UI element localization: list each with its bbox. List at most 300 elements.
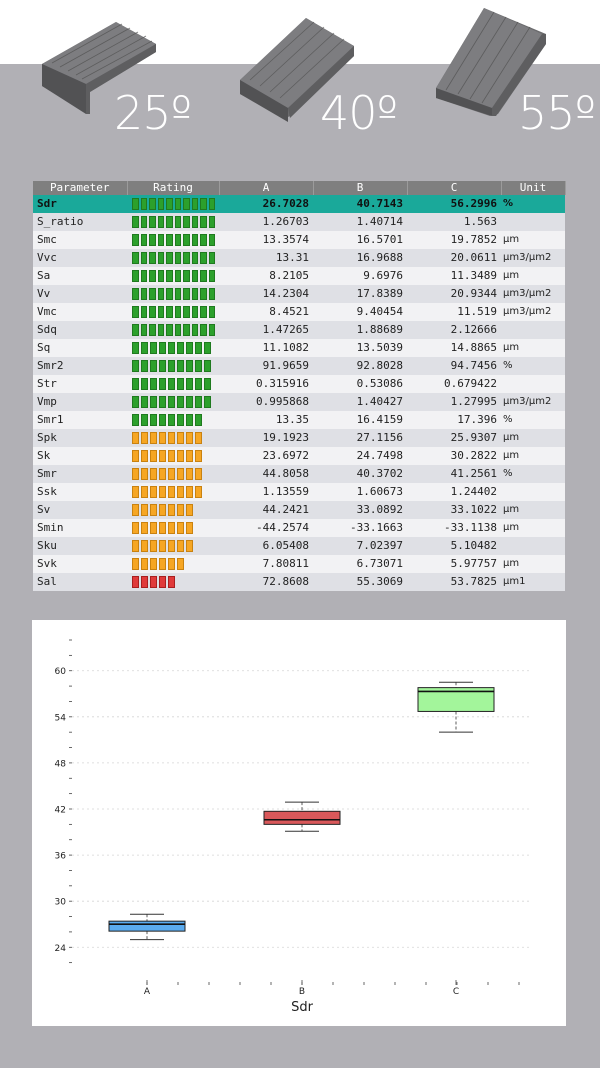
rating-cell [127,195,219,213]
angle-label-25: 25º [114,86,192,140]
table-row[interactable] [33,375,565,393]
angle-label-40: 40º [320,86,398,140]
rating-segment [132,324,139,336]
value-c-cell: 33.1022 [407,501,501,519]
table-row[interactable] [33,501,565,519]
rating-bar [131,396,215,408]
value-b-cell: 17.8389 [313,285,407,303]
rating-segment [186,432,193,444]
value-a-cell: 6.05408 [219,537,313,555]
value-b-cell: 40.3702 [313,465,407,483]
rating-segment [186,378,193,390]
rating-cell [127,537,219,555]
rating-segment [175,216,182,228]
rating-segment [200,234,207,246]
rating-segment [132,234,139,246]
table-row[interactable] [33,321,565,339]
value-b-cell: 1.88689 [313,321,407,339]
rating-segment [132,252,139,264]
rating-segment [132,378,139,390]
rating-bar [131,288,215,300]
rating-segment [159,396,166,408]
rating-segment [141,198,148,210]
rating-segment [166,234,173,246]
table-row[interactable] [33,339,565,357]
header-rating[interactable]: Rating [127,181,219,195]
rating-segment [158,216,165,228]
rating-cell [127,285,219,303]
value-a-cell: 1.26703 [219,213,313,231]
rating-cell [127,573,219,591]
box-b [264,811,340,824]
rating-segment [132,198,139,210]
rating-bar [131,270,215,282]
value-c-cell: 20.0611 [407,249,501,267]
rating-segment [209,234,216,246]
rating-segment [132,270,139,282]
value-b-cell: 24.7498 [313,447,407,465]
rating-segment [166,270,173,282]
rating-segment [149,216,156,228]
header-b[interactable]: B [313,181,407,195]
parameter-table [33,181,565,589]
rating-segment [186,342,193,354]
y-tick-label: 36 [54,851,66,862]
rating-segment [132,558,139,570]
rating-segment [150,396,157,408]
unit-cell: % [501,465,565,483]
parameter-cell: Smr2 [33,357,127,375]
rating-segment [132,468,139,480]
rating-segment [141,522,148,534]
rating-segment [192,252,199,264]
table-header-row [33,181,565,195]
rating-segment [177,360,184,372]
rating-segment [141,360,148,372]
unit-cell: µm [501,555,565,573]
rating-segment [158,198,165,210]
rating-segment [141,504,148,516]
table-row[interactable] [33,411,565,429]
value-c-cell: 1.24402 [407,483,501,501]
rating-segment [209,216,216,228]
unit-cell [501,321,565,339]
value-b-cell: 33.0892 [313,501,407,519]
rating-segment [177,432,184,444]
rating-cell [127,249,219,267]
rating-segment [141,558,148,570]
rating-segment [168,486,175,498]
rating-segment [209,306,216,318]
rating-cell [127,231,219,249]
unit-cell: % [501,195,565,213]
rating-segment [149,198,156,210]
rating-segment [149,288,156,300]
unit-cell: µm [501,519,565,537]
rating-segment [168,378,175,390]
rating-segment [192,270,199,282]
rating-segment [150,450,157,462]
value-c-cell: 30.2822 [407,447,501,465]
rating-segment [158,324,165,336]
rating-segment [149,234,156,246]
table-row[interactable] [33,285,565,303]
rating-segment [141,378,148,390]
value-a-cell: 13.35 [219,411,313,429]
table-row[interactable] [33,249,565,267]
y-tick-label: 24 [54,943,66,954]
rating-segment [159,468,166,480]
value-a-cell: 1.13559 [219,483,313,501]
table-row[interactable] [33,303,565,321]
unit-cell [501,213,565,231]
value-c-cell: 20.9344 [407,285,501,303]
rating-segment [168,450,175,462]
header-unit[interactable]: Unit [501,181,565,195]
y-tick-label: 60 [54,667,66,678]
value-a-cell: 13.31 [219,249,313,267]
rating-segment [141,576,148,588]
rating-segment [186,504,193,516]
rating-cell [127,411,219,429]
rating-segment [141,270,148,282]
rating-segment [158,252,165,264]
rating-segment [192,288,199,300]
value-c-cell: 1.563 [407,213,501,231]
rating-segment [200,270,207,282]
rating-segment [132,216,139,228]
value-a-cell: 91.9659 [219,357,313,375]
rating-segment [158,288,165,300]
rating-segment [132,450,139,462]
rating-segment [192,306,199,318]
rating-segment [166,288,173,300]
rating-segment [168,576,175,588]
rating-segment [186,360,193,372]
rating-bar [131,198,215,210]
header-c[interactable]: C [407,181,501,195]
rating-segment [183,288,190,300]
table-row[interactable] [33,483,565,501]
rating-segment [200,288,207,300]
rating-segment [150,360,157,372]
rating-cell [127,303,219,321]
rating-segment [195,468,202,480]
rating-segment [209,324,216,336]
value-c-cell: 25.9307 [407,429,501,447]
value-a-cell: 8.4521 [219,303,313,321]
rating-bar [131,234,215,246]
value-a-cell: 0.995868 [219,393,313,411]
value-b-cell: 6.73071 [313,555,407,573]
boxplot-panel [32,620,566,1026]
value-b-cell: 9.6976 [313,267,407,285]
parameter-cell: Vvc [33,249,127,267]
value-c-cell: 19.7852 [407,231,501,249]
value-a-cell: 8.2105 [219,267,313,285]
rating-segment [159,378,166,390]
table-body [33,195,565,591]
rating-segment [200,216,207,228]
rating-segment [195,360,202,372]
rating-segment [132,414,139,426]
rating-cell [127,339,219,357]
rating-segment [168,396,175,408]
rating-segment [186,522,193,534]
value-b-cell: 40.7143 [313,195,407,213]
table-row[interactable] [33,537,565,555]
rating-bar [131,378,215,390]
parameter-cell: Sq [33,339,127,357]
rating-segment [159,558,166,570]
rating-segment [183,198,190,210]
parameter-cell: Sv [33,501,127,519]
value-a-cell: 26.7028 [219,195,313,213]
unit-cell: µm3/µm2 [501,249,565,267]
rating-segment [159,576,166,588]
rating-segment [209,270,216,282]
rating-cell [127,501,219,519]
unit-cell [501,375,565,393]
value-b-cell: 1.40714 [313,213,407,231]
table-row[interactable] [33,465,565,483]
parameter-cell: Smr1 [33,411,127,429]
rating-segment [132,576,139,588]
table-row[interactable] [33,231,565,249]
rating-segment [150,342,157,354]
unit-cell: µm3/µm2 [501,285,565,303]
table-row[interactable] [33,393,565,411]
rating-segment [175,306,182,318]
rating-segment [195,486,202,498]
value-c-cell: 11.519 [407,303,501,321]
rating-bar [131,432,215,444]
header-parameter[interactable]: Parameter [33,181,127,195]
rating-segment [183,216,190,228]
rating-segment [159,360,166,372]
table-row[interactable] [33,195,565,213]
y-tick-label: 30 [54,897,66,908]
parameter-cell: Vmc [33,303,127,321]
rating-bar [131,522,215,534]
rating-segment [168,432,175,444]
rating-segment [177,522,184,534]
rating-segment [183,234,190,246]
rating-segment [192,198,199,210]
rating-bar [131,540,215,552]
rating-segment [183,270,190,282]
value-b-cell: 27.1156 [313,429,407,447]
rating-segment [168,342,175,354]
value-c-cell: 94.7456 [407,357,501,375]
rating-segment [159,540,166,552]
rating-segment [132,522,139,534]
rating-segment [149,270,156,282]
rating-bar [131,342,215,354]
rating-cell [127,267,219,285]
rating-segment [132,360,139,372]
rating-segment [195,378,202,390]
table-row[interactable] [33,573,565,591]
rating-segment [159,414,166,426]
unit-cell: µm3/µm2 [501,303,565,321]
rating-segment [150,432,157,444]
rating-bar [131,558,215,570]
rating-segment [183,306,190,318]
rating-segment [141,540,148,552]
rating-segment [141,414,148,426]
table-row[interactable] [33,267,565,285]
rating-bar [131,576,215,588]
x-tick-label: C [452,987,460,997]
value-b-cell: 7.02397 [313,537,407,555]
rating-segment [141,234,148,246]
rating-bar [131,414,215,426]
rating-segment [158,270,165,282]
value-c-cell: 41.2561 [407,465,501,483]
table-row[interactable] [33,519,565,537]
rating-segment [204,396,211,408]
value-b-cell: 1.40427 [313,393,407,411]
rating-segment [132,504,139,516]
unit-cell: % [501,411,565,429]
rating-bar [131,306,215,318]
rating-segment [132,486,139,498]
rating-segment [149,324,156,336]
table-row[interactable] [33,429,565,447]
rating-segment [183,324,190,336]
rating-cell [127,447,219,465]
rating-segment [177,414,184,426]
value-a-cell: 44.8058 [219,465,313,483]
rating-bar [131,252,215,264]
parameter-cell: Sal [33,573,127,591]
value-b-cell: 55.3069 [313,573,407,591]
rating-cell [127,429,219,447]
rating-bar [131,504,215,516]
table-row[interactable] [33,357,565,375]
value-c-cell: 56.2996 [407,195,501,213]
rating-segment [177,504,184,516]
rating-segment [159,522,166,534]
parameter-cell: Str [33,375,127,393]
value-b-cell: 16.9688 [313,249,407,267]
rating-cell [127,213,219,231]
rating-segment [175,270,182,282]
rating-segment [150,522,157,534]
unit-cell: µm [501,339,565,357]
parameter-cell: Sa [33,267,127,285]
rating-segment [150,540,157,552]
rating-segment [177,486,184,498]
rating-cell [127,393,219,411]
rating-cell [127,519,219,537]
rating-segment [177,450,184,462]
header-a[interactable]: A [219,181,313,195]
rating-cell [127,375,219,393]
rating-segment [209,198,216,210]
rating-segment [175,198,182,210]
rating-segment [166,252,173,264]
rating-segment [200,252,207,264]
parameter-cell: Sdq [33,321,127,339]
rating-segment [141,216,148,228]
rating-segment [168,504,175,516]
rating-segment [168,414,175,426]
rating-segment [192,216,199,228]
rating-segment [141,288,148,300]
rating-segment [132,540,139,552]
rating-segment [141,468,148,480]
rating-segment [159,432,166,444]
parameter-cell: Smin [33,519,127,537]
rating-segment [159,486,166,498]
rating-segment [186,486,193,498]
parameter-cell: Vv [33,285,127,303]
rating-segment [186,396,193,408]
rating-segment [175,252,182,264]
x-axis-label: Sdr [291,1000,313,1015]
rating-segment [168,558,175,570]
rating-segment [149,306,156,318]
angle-label-55: 55º [518,86,596,140]
rating-segment [150,576,157,588]
rating-segment [141,306,148,318]
rating-segment [141,252,148,264]
parameter-cell: Smc [33,231,127,249]
rating-segment [149,252,156,264]
rating-segment [158,234,165,246]
rating-bar [131,450,215,462]
rating-segment [186,450,193,462]
rating-segment [132,306,139,318]
rating-segment [159,504,166,516]
value-a-cell: 0.315916 [219,375,313,393]
table-row[interactable] [33,213,565,231]
rating-segment [186,414,193,426]
value-a-cell: 44.2421 [219,501,313,519]
rating-segment [177,540,184,552]
parameter-cell: Vmp [33,393,127,411]
rating-segment [150,468,157,480]
value-b-cell: 9.40454 [313,303,407,321]
rating-bar [131,324,215,336]
value-b-cell: 1.60673 [313,483,407,501]
rating-segment [177,378,184,390]
rating-segment [158,306,165,318]
unit-cell: µm [501,447,565,465]
rating-segment [183,252,190,264]
parameter-cell: Spk [33,429,127,447]
sdr-boxplot [32,620,566,1026]
value-b-cell: 13.5039 [313,339,407,357]
rating-segment [132,396,139,408]
value-c-cell: 1.27995 [407,393,501,411]
parameter-cell: S_ratio [33,213,127,231]
rating-segment [141,324,148,336]
unit-cell [501,483,565,501]
unit-cell: µm1 [501,573,565,591]
value-a-cell: -44.2574 [219,519,313,537]
unit-cell [501,537,565,555]
table-row[interactable] [33,555,565,573]
rating-segment [132,288,139,300]
rating-bar [131,216,215,228]
table-row[interactable] [33,447,565,465]
rating-segment [150,486,157,498]
rating-segment [168,522,175,534]
parameter-cell: Ssk [33,483,127,501]
